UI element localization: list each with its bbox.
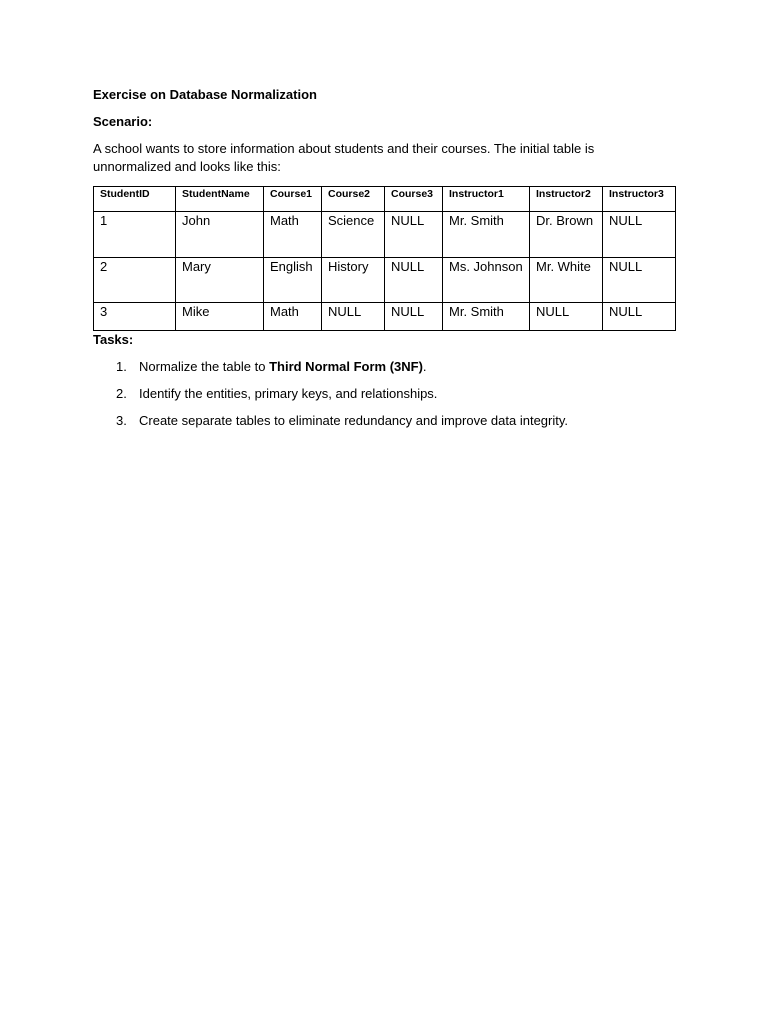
list-item <box>93 385 678 403</box>
table-cell: Dr. Brown <box>530 212 603 258</box>
header-course3: Course3 <box>385 187 443 212</box>
task-text-suffix: . <box>422 359 427 374</box>
table-cell: NULL <box>603 212 676 258</box>
table-cell: NULL <box>385 212 443 258</box>
list-number: 2. <box>116 386 127 401</box>
list-item <box>93 358 678 376</box>
table-cell: NULL <box>322 303 385 331</box>
document-page <box>93 86 678 439</box>
table-cell: Mary <box>176 258 264 303</box>
table-cell: 2 <box>94 258 176 303</box>
table-cell: Mike <box>176 303 264 331</box>
header-instructor1: Instructor1 <box>443 187 530 212</box>
header-instructor3: Instructor3 <box>603 187 676 212</box>
table-cell: John <box>176 212 264 258</box>
scenario-heading: Scenario: <box>93 114 153 129</box>
table-cell: English <box>264 258 322 303</box>
table-cell: NULL <box>603 258 676 303</box>
header-instructor2: Instructor2 <box>530 187 603 212</box>
unnormalized-table <box>93 186 676 331</box>
table-cell: NULL <box>530 303 603 331</box>
header-course2: Course2 <box>322 187 385 212</box>
table-cell: NULL <box>385 303 443 331</box>
table-cell: Math <box>264 303 322 331</box>
table-cell: NULL <box>385 258 443 303</box>
list-number: 3. <box>116 413 127 428</box>
table-cell: History <box>322 258 385 303</box>
table-cell: Mr. Smith <box>443 303 530 331</box>
table-row <box>94 212 676 258</box>
table-row <box>94 303 676 331</box>
table-cell: Mr. White <box>530 258 603 303</box>
scenario-intro: A school wants to store information about students and their courses. The initial table is unnormalized and looks like this: <box>93 141 595 174</box>
task-text: Create separate tables to eliminate redundancy and improve data integrity. <box>139 413 569 428</box>
table-cell: Math <box>264 212 322 258</box>
header-studentid: StudentID <box>94 187 176 212</box>
table-row <box>94 258 676 303</box>
task-text: Identify the entities, primary keys, and relationships. <box>139 386 438 401</box>
table-header-row <box>94 187 676 212</box>
table-cell: NULL <box>603 303 676 331</box>
table-cell: 3 <box>94 303 176 331</box>
table-cell: Ms. Johnson <box>443 258 530 303</box>
table-cell: Mr. Smith <box>443 212 530 258</box>
table-cell: Science <box>322 212 385 258</box>
task-text-prefix: Normalize the table to <box>139 359 270 374</box>
tasks-heading: Tasks: <box>93 332 134 347</box>
tasks-list <box>93 358 678 430</box>
header-studentname: StudentName <box>176 187 264 212</box>
list-number: 1. <box>116 359 127 374</box>
list-item <box>93 412 678 430</box>
header-course1: Course1 <box>264 187 322 212</box>
task-text-bold: Third Normal Form (3NF) <box>269 359 423 374</box>
document-title: Exercise on Database Normalization <box>93 87 317 102</box>
table-cell: 1 <box>94 212 176 258</box>
